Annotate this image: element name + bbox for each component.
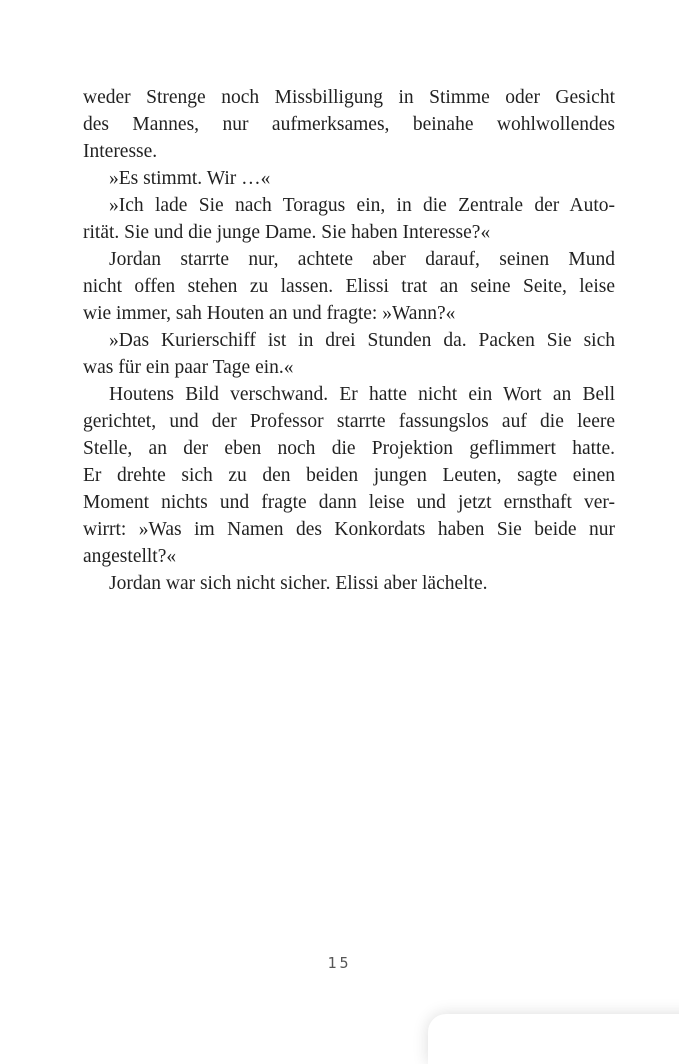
text-line: »Es stimmt. Wir …« bbox=[109, 168, 271, 189]
page-text bbox=[83, 84, 615, 597]
text-line: rität. Sie und die junge Dame. Sie haben Interesse?« bbox=[83, 222, 491, 243]
text-line: was für ein paar Tage ein.« bbox=[83, 357, 294, 378]
text-line: angestellt?« bbox=[83, 546, 177, 567]
text-line: weder Strenge noch Missbilligung in Stimme oder Gesicht bbox=[83, 87, 615, 108]
text-line: nicht offen stehen zu lassen. Elissi trat an seine Seite, leise bbox=[83, 276, 615, 297]
text-line: »Das Kurierschiff ist in drei Stunden da. Packen Sie sich bbox=[109, 330, 615, 351]
text-line: des Mannes, nur aufmerksames, beinahe wohlwollendes bbox=[83, 114, 615, 135]
text-line: Houtens Bild verschwand. Er hatte nicht ein Wort an Bell bbox=[109, 384, 615, 405]
text-line: wie immer, sah Houten an und fragte: »Wann?« bbox=[83, 303, 456, 324]
text-line: Stelle, an der eben noch die Projektion geflimmert hatte. bbox=[83, 438, 615, 459]
bottom-right-panel-shadow bbox=[428, 1014, 679, 1064]
text-line: Interesse. bbox=[83, 141, 158, 162]
page-number: 15 bbox=[327, 954, 352, 972]
text-line: gerichtet, und der Professor starrte fassungslos auf die leere bbox=[83, 411, 615, 432]
text-line: Jordan war sich nicht sicher. Elissi aber lächelte. bbox=[109, 573, 488, 594]
text-line: Er drehte sich zu den beiden jungen Leuten, sagte einen bbox=[83, 465, 615, 486]
text-line: Moment nichts und fragte dann leise und jetzt ernsthaft ver- bbox=[83, 492, 615, 513]
text-line: wirrt: »Was im Namen des Konkordats haben Sie beide nur bbox=[83, 519, 615, 540]
text-line: »Ich lade Sie nach Toragus ein, in die Zentrale der Auto- bbox=[109, 195, 615, 216]
text-line: Jordan starrte nur, achtete aber darauf, seinen Mund bbox=[109, 249, 615, 270]
